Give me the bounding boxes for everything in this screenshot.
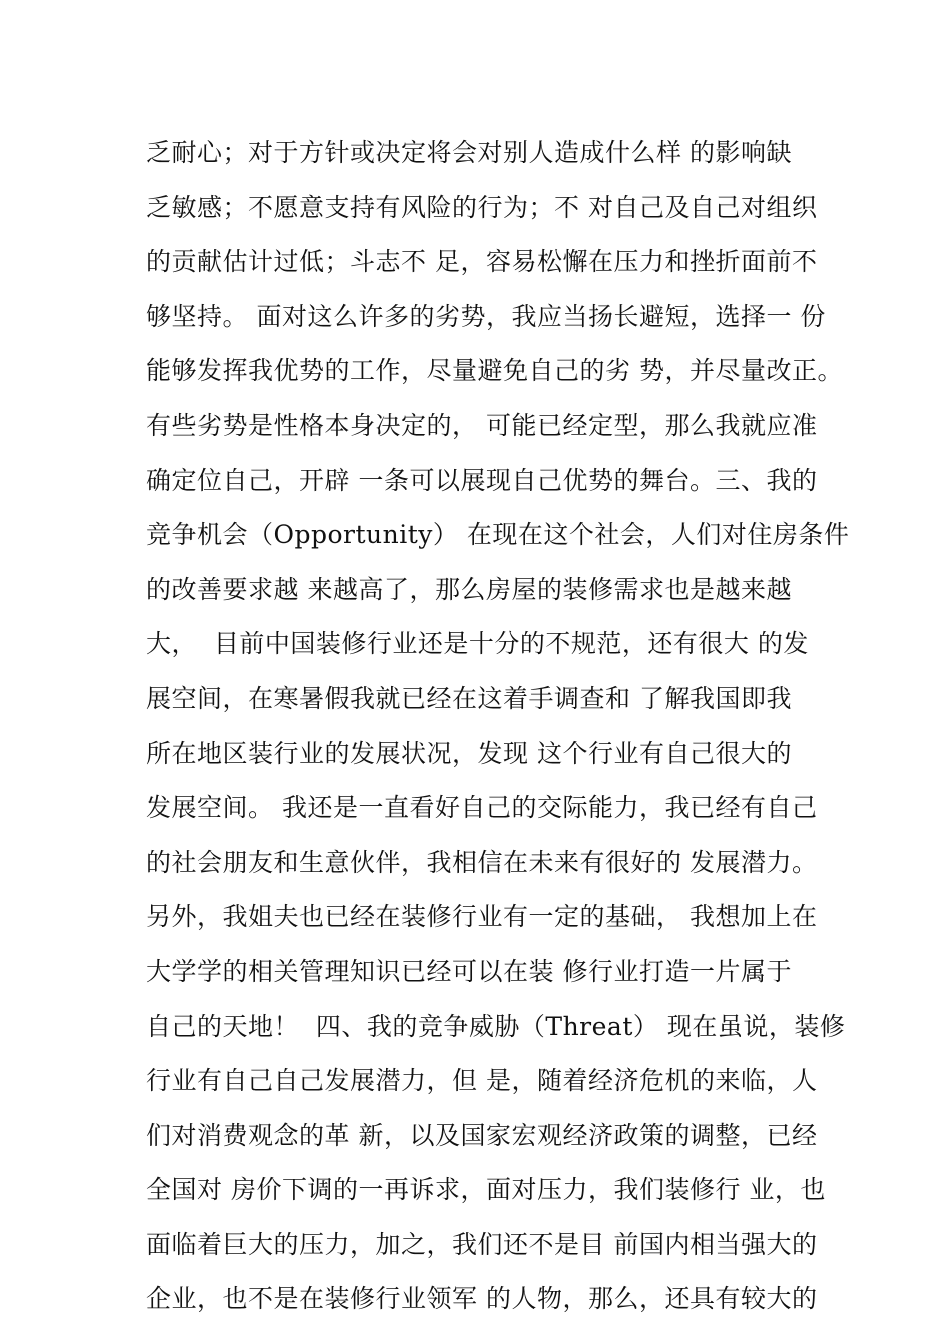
text-line-4: 够坚持。 面对这么许多的劣势，我应当扬长避短，选择一 份 bbox=[146, 301, 826, 331]
text-line-3: 的贡献估计过低；斗志不 足，容易松懈在压力和挫折面前不 bbox=[146, 247, 818, 277]
text-line-6: 有些劣势是性格本身决定的， 可能已经定型，那么我就应准 bbox=[146, 410, 818, 440]
text-line-14: 的社会朋友和生意伙伴，我相信在未来有很好的 发展潜力。 bbox=[146, 847, 818, 877]
text-line-9: 的改善要求越 来越高了，那么房屋的装修需求也是越来越 bbox=[146, 574, 792, 604]
text-line-1: 乏耐心；对于方针或决定将会对别人造成什么样 的影响缺 bbox=[146, 138, 792, 167]
text-line-16: 大学学的相关管理知识已经可以在装 修行业打造一片属于 bbox=[146, 956, 792, 986]
text-line-21: 面临着巨大的压力，加之，我们还不是目 前国内相当强大的 bbox=[146, 1229, 818, 1259]
text-line-15: 另外，我姐夫也已经在装修行业有一定的基础， 我想加上在 bbox=[146, 902, 818, 932]
body-text bbox=[146, 126, 850, 1327]
text-line-12: 所在地区装行业的发展状况，发现 这个行业有自己很大的 bbox=[146, 738, 792, 768]
text-line-7: 确定位自己，开辟 一条可以展现自己优势的舞台。三、我的 bbox=[146, 465, 818, 495]
text-line-22: 企业，也不是在装修行业领军 的人物，那么，还具有较大的 bbox=[146, 1284, 818, 1314]
text-line-8: 竞争机会（Opportunity） 在现在这个社会，人们对住房条件 bbox=[146, 520, 850, 550]
text-line-10: 大， 目前中国装修行业还是十分的不规范，还有很大 的发 bbox=[146, 629, 809, 659]
text-line-13: 发展空间。 我还是一直看好自己的交际能力，我已经有自己 bbox=[146, 793, 818, 823]
text-line-18: 行业有自己自己发展潜力，但 是，随着经济危机的来临，人 bbox=[146, 1066, 818, 1096]
text-line-17: 自己的天地！ 四、我的竞争威胁（Threat） 现在虽说，装修 bbox=[146, 1011, 846, 1041]
text-line-11: 展空间，在寒暑假我就已经在这着手调查和 了解我国即我 bbox=[146, 683, 792, 713]
text-line-20: 全国对 房价下调的一再诉求，面对压力，我们装修行 业，也 bbox=[146, 1175, 826, 1205]
text-line-19: 们对消费观念的革 新，以及国家宏观经济政策的调整，已经 bbox=[146, 1120, 818, 1150]
text-line-5: 能够发挥我优势的工作，尽量避免自己的劣 势，并尽量改正。 bbox=[146, 356, 843, 386]
text-line-2: 乏敏感；不愿意支持有风险的行为；不 对自己及自己对组织 bbox=[146, 192, 818, 222]
